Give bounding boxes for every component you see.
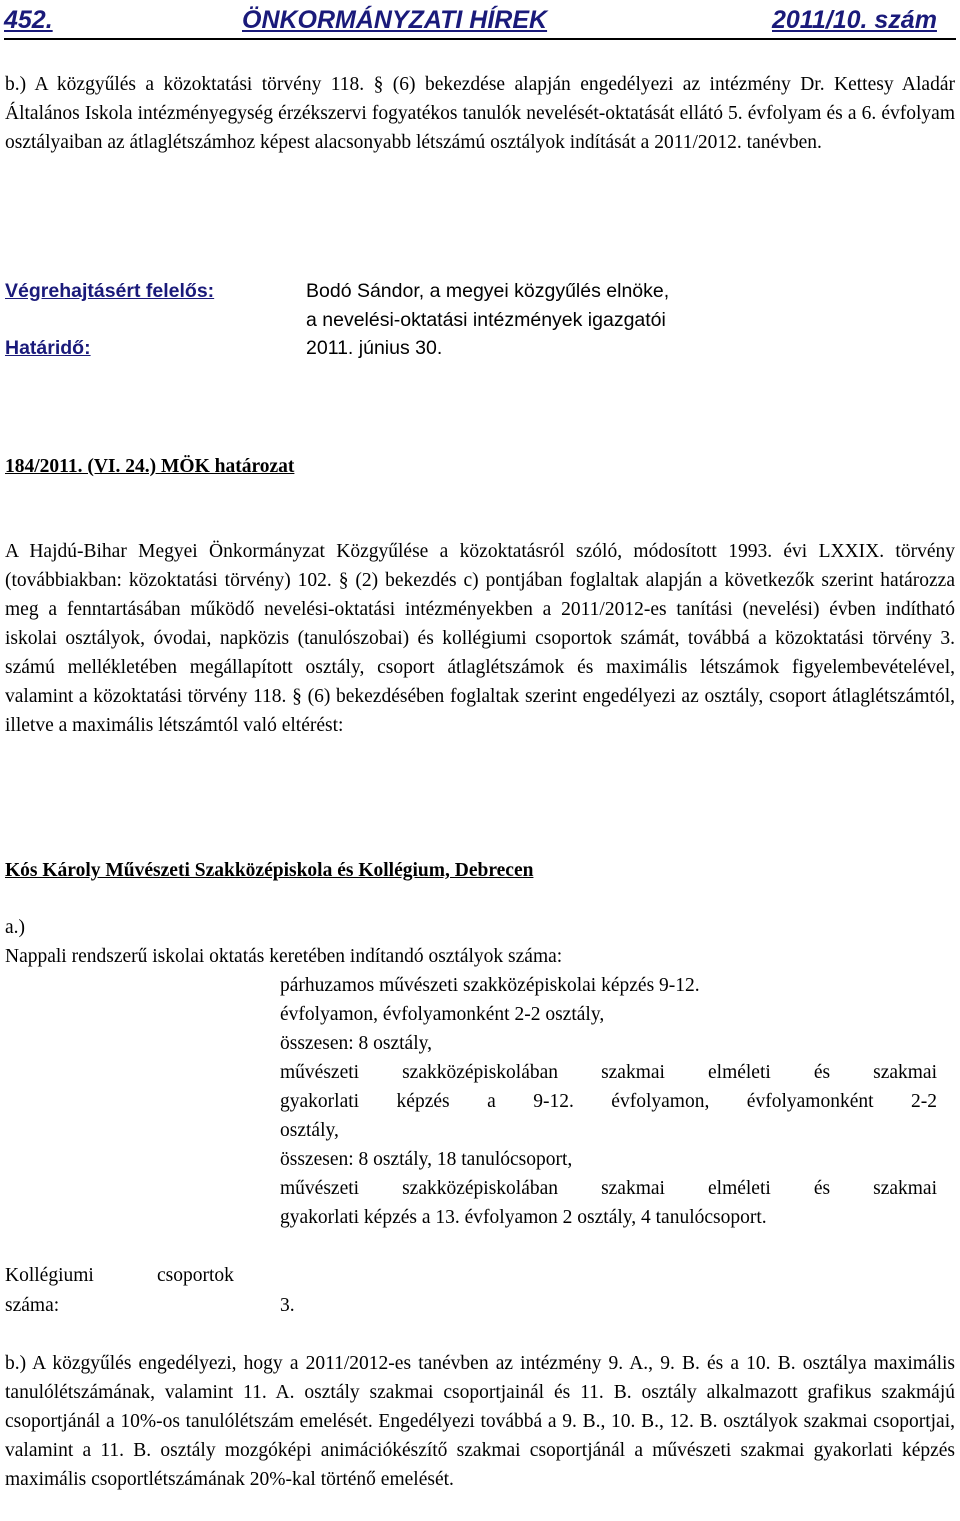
- school-title: Kós Károly Művészeti Szakközépiskola és Kollégium, Debrecen: [5, 860, 534, 881]
- resolution-title: 184/2011. (VI. 24.) MÖK határozat: [5, 456, 295, 477]
- college-label-3: száma:: [5, 1295, 60, 1316]
- detail-line: művészeti szakközépiskolában szakmai elméleti és szakmai: [280, 1062, 937, 1083]
- page-number: 452.: [4, 6, 53, 34]
- paragraph-b2: b.) A közgyűlés engedélyezi, hogy a 2011/2012-es tanévben az intézmény 9. A., 9. B. és a 10. B. osztálya maximális tanulólétszámának, valamint 11. A. osztály szakmai csoportjainál és 11. B. osztály alkalmazott grafikus szakmájú csoportjánál a 10%-os tanulólétszám emelését. Engedélyezi továbbá a 9. B., 10. B., 12. B. osztályok szakmai csoportjai, valamint a 11. B. osztály mozgóképi animációkészítő szakmai csoportjánál a művészeti szakmai gyakorlati képzés maximális csoportlétszámának 20%-kal történő emelését.: [5, 1353, 955, 1490]
- detail-line: párhuzamos művészeti szakközépiskolai képzés 9-12.: [280, 975, 700, 996]
- paragraph-b1: b.) A közgyűlés a közoktatási törvény 118. § (6) bekezdése alapján engedélyezi az intézmény Dr. Kettesy Aladár Általános Iskola intézményegység érzékszervi fogyatékos tanulók nevelését-oktatását ellátó 5. évfolyam és a 6. évfolyam osztályaiban az átlaglétszámhoz képest alacsonyabb létszámú osztályok indítását a 2011/2012. tanévben.: [5, 74, 955, 153]
- deadline-label: Határidő:: [5, 337, 91, 359]
- detail-line: összesen: 8 osztály,: [280, 1033, 432, 1054]
- detail-line: évfolyamon, évfolyamonként 2-2 osztály,: [280, 1004, 605, 1025]
- detail-line: osztály,: [280, 1120, 339, 1141]
- resolution-text: A Hajdú-Bihar Megyei Önkormányzat Közgyűlése a közoktatásról szóló, módosított 1993. évi LXXIX. törvény (továbbiakban: közoktatási törvény) 102. § (2) bekezdés c) pontjában foglaltak alapján a következők szerint határozza meg a fenntartásában működő nevelési-oktatási intézményekben a 2011/2012-es tanítási (nevelési) évben indítható iskolai osztályok, óvodai, napközis (tanulószobai) és kollégiumi csoportok számát, továbbá a közoktatási törvény 3. számú mellékletében megállapított osztály, csoport átlaglétszámok és maximális létszámok figyelembevételével, valamint a közoktatási törvény 118. § (6) bekezdésében foglaltak szerint engedélyezi az osztály, csoport átlaglétszámtól, illetve a maximális létszámtól való eltérést:: [5, 541, 955, 736]
- publication-title: ÖNKORMÁNYZATI HÍREK: [242, 6, 548, 34]
- page-header: [4, 4, 956, 40]
- section-a-intro: Nappali rendszerű iskolai oktatás keretében indítandó osztályok száma:: [5, 946, 563, 967]
- college-value: 3.: [280, 1295, 295, 1316]
- responsible-line-1: Bodó Sándor, a megyei közgyűlés elnöke,: [306, 280, 670, 302]
- section-a-label: a.): [5, 917, 26, 938]
- responsible-line-2: a nevelési-oktatási intézmények igazgatói: [306, 309, 666, 331]
- issue-number: 2011/10. szám: [772, 6, 937, 34]
- responsible-label: Végrehajtásért felelős:: [5, 280, 215, 302]
- college-label-2: csoportok: [157, 1265, 234, 1286]
- detail-line: gyakorlati képzés a 13. évfolyamon 2 osztály, 4 tanulócsoport.: [280, 1207, 767, 1228]
- section-a-details: [280, 971, 937, 1232]
- detail-line: gyakorlati képzés a 9-12. évfolyamon, évfolyamonként 2-2: [280, 1091, 937, 1112]
- detail-line: művészeti szakközépiskolában szakmai elméleti és szakmai: [280, 1178, 937, 1199]
- college-label-1: Kollégiumi: [5, 1265, 94, 1286]
- deadline-value: 2011. június 30.: [306, 337, 443, 359]
- detail-line: összesen: 8 osztály, 18 tanulócsoport,: [280, 1149, 573, 1170]
